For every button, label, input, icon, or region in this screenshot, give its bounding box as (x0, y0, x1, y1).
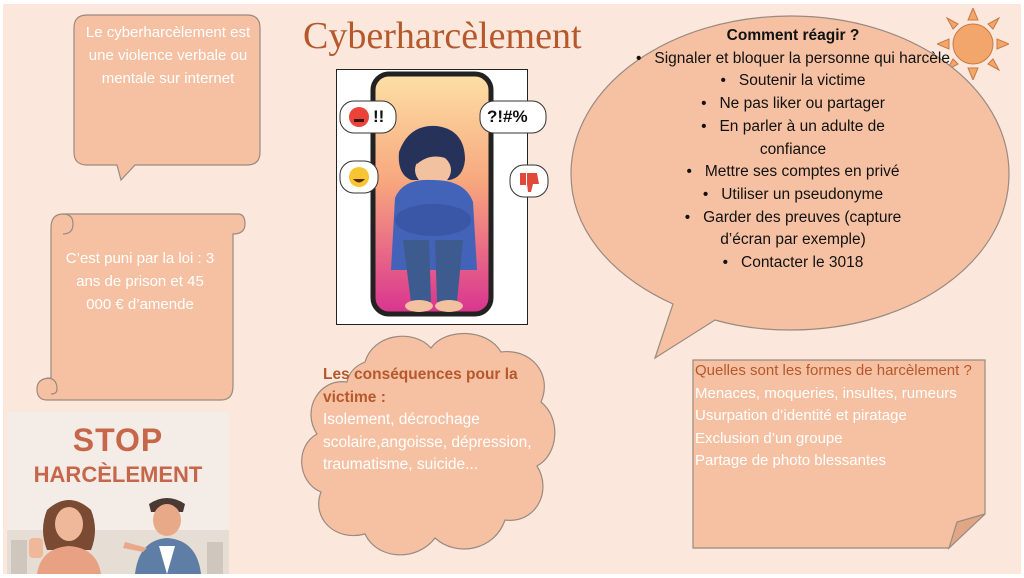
slide (3, 4, 1021, 574)
stop-harassment-image (7, 412, 229, 574)
forms-title: Quelles sont les formes de harcèlement ? (695, 362, 972, 379)
react-list (603, 25, 983, 275)
page-title: Cyberharcèlement (303, 15, 582, 57)
symbols-bubble-text: ?!#% (487, 107, 528, 126)
consequences-title: Les conséquences pour la victime : (323, 366, 518, 406)
forms-list (695, 360, 985, 473)
angry-bubble-text: !! (373, 107, 385, 126)
react-item: • Mettre ses comptes en privé (686, 163, 900, 181)
react-item: • Signaler et bloquer la personne qui harcèle (636, 49, 950, 67)
react-item: • Contacter le 3018 (722, 254, 864, 272)
consequences-body: Isolement, décrochage scolaire,angoisse, dépression, traumatisme, suicide... (323, 411, 532, 473)
forms-item: Exclusion d’un groupe (695, 429, 843, 447)
consequences-text (323, 364, 538, 477)
laughing-emoji-bubble (339, 160, 379, 196)
people-arguing-illustration (7, 490, 229, 574)
stop-title: STOP (72, 422, 164, 458)
thumbs-down-bubble (509, 164, 549, 200)
react-item: • En parler à un adulte de confiance (701, 117, 885, 158)
illustration-frame (336, 69, 528, 325)
forms-item: Usurpation d’identité et piratage (695, 407, 907, 424)
forms-item: Partage de photo blessantes (695, 452, 886, 469)
react-item: • Ne pas liker ou partager (701, 95, 885, 113)
harassment-title: HARCÈLEMENT (33, 462, 203, 487)
angry-emoji-bubble (339, 100, 397, 138)
react-item: • Utiliser un pseudonyme (702, 185, 884, 203)
react-title: Comment réagir ? (726, 27, 860, 44)
law-text: C’est puni par la loi : 3 ans de prison et 45 000 € d’amende (65, 250, 215, 313)
definition-text: Le cyberharcèlement est une violence verbale ou mentale sur internet (85, 24, 251, 87)
forms-item: Menaces, moqueries, insultes, rumeurs (695, 384, 957, 402)
react-item: • Soutenir la victime (720, 72, 866, 90)
react-item: • Garder des preuves (capture d’écran par exemple) (684, 208, 902, 249)
